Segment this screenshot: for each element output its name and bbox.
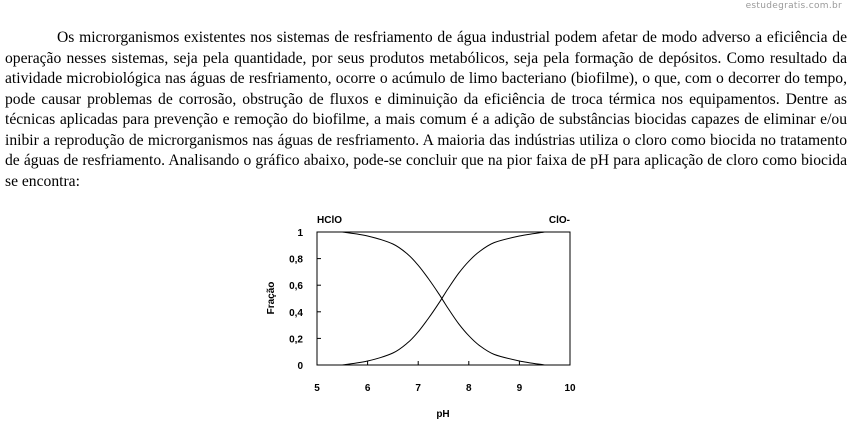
x-tick-label: 6 [364,383,371,394]
x-tick-label: 9 [516,383,523,394]
y-tick-label: 0,4 [289,307,303,319]
y-tick-label: 0,8 [289,254,303,266]
y-tick-label: 1 [297,228,303,239]
series-labels [317,215,570,226]
y-tick-label: 0,2 [289,334,303,346]
x-tick-label: 8 [466,383,472,394]
y-axis-ticks [289,228,321,372]
x-axis-ticks [314,361,576,394]
y-tick-label: 0 [297,361,303,372]
series-label: ClO- [548,215,570,226]
question-text: Os microrganismos existentes nos sistemas de resfriamento de água industrial podem afetar de modo adverso a eficiência de operação nesses sistemas, seja pela quantidade, por seus produtos metabólicos, seja pela formação de depósitos. Como resultado da atividade microbiológica nas águas de resfriamento, ocorre o acúmulo de limo bacteriano (biofilme), o que, com o decorrer do tempo, pode causar problemas de corrosão, obstrução de fluxos e diminuição da eficiência de troca térmica nos equipamentos. Dentre as técnicas aplicadas para prevenção e remoção do biofilme, a mais comum é a adição de substâncias biocidas capazes de eliminar e/ou inibir a reprodução de microrganismos nas águas de resfriamento. A maioria das indústrias utiliza o cloro como biocida no tratamento de águas de resfriamento. Analisando o gráfico abaixo, pode-se concluir que na pior faixa de pH para aplicação de cloro como biocida se encontra: [5,29,847,190]
plot-frame [317,232,570,365]
x-tick-label: 5 [314,383,320,394]
fraction-vs-ph-chart [250,205,600,420]
y-tick-label: 0,6 [289,281,303,293]
series-label: HClO [317,215,342,226]
y-axis-label: Fração [266,281,277,315]
x-tick-label: 10 [564,383,576,394]
x-tick-label: 7 [415,383,421,394]
x-axis-label: pH [436,409,450,420]
series-line-1 [342,232,544,365]
watermark: estudegratis.com.br [745,1,842,11]
series-lines [342,232,544,365]
series-line-0 [342,232,544,365]
